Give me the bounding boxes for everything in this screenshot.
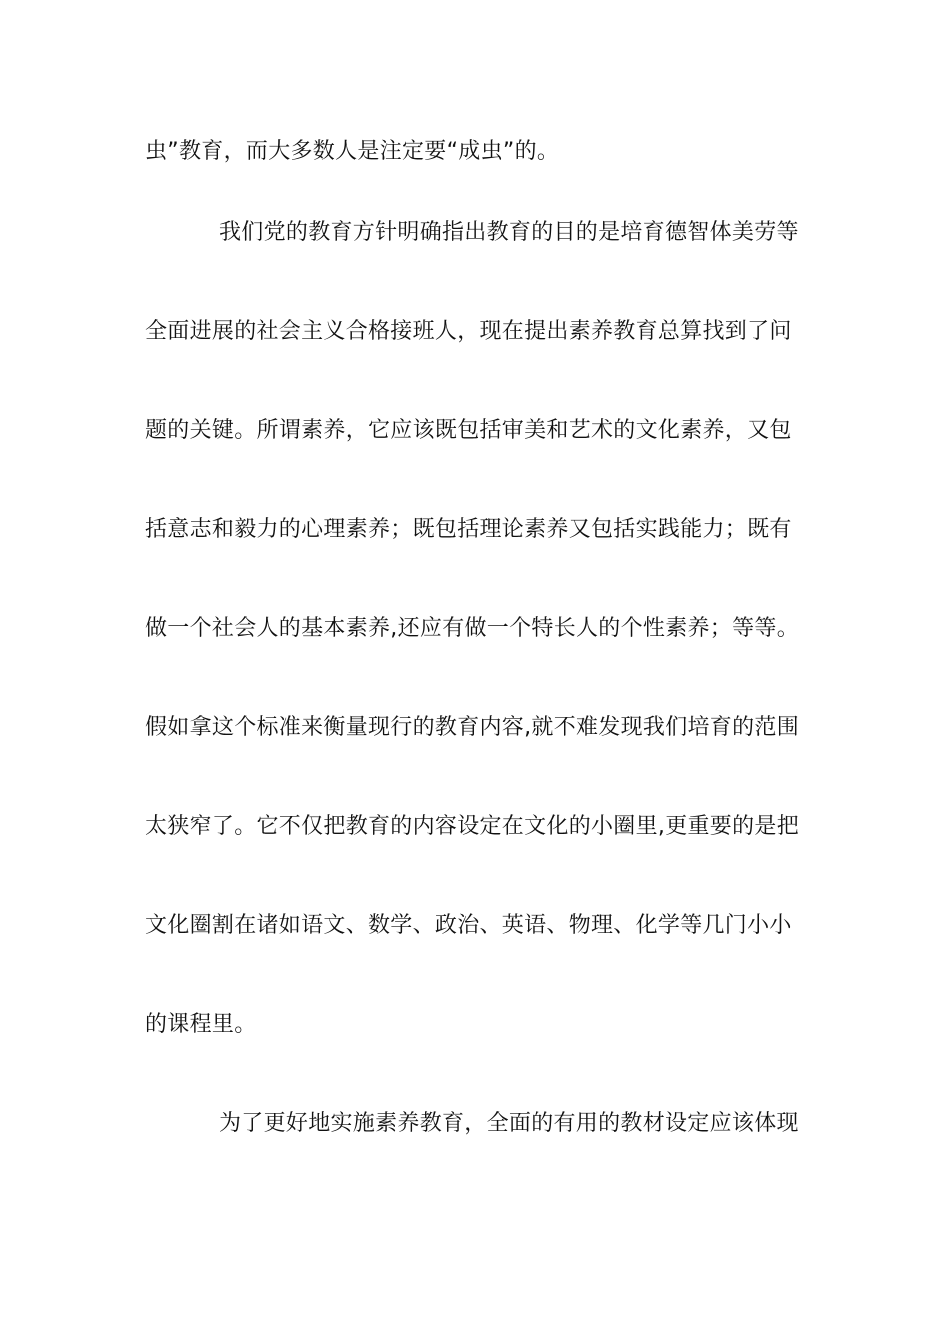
paragraph-line: 假如拿这个标准来衡量现行的教育内容,就不难发现我们培育的范围 [145,715,799,740]
paragraph-line: 为了更好地实施素养教育，全面的有用的教材设定应该体现 [219,1111,799,1136]
paragraph-line: 太狭窄了。它不仅把教育的内容设定在文化的小圈里,更重要的是把 [145,814,799,839]
paragraph-line: 文化圈割在诸如语文、数学、政治、英语、物理、化学等几门小小 [145,913,792,938]
paragraph-line: 括意志和毅力的心理素养；既包括理论素养又包括实践能力；既有 [145,517,792,542]
paragraph-line: 全面进展的社会主义合格接班人，现在提出素养教育总算找到了问 [145,319,792,344]
paragraph-line: 我们党的教育方针明确指出教育的目的是培育德智体美劳等 [219,220,799,245]
paragraph-line: 做一个社会人的基本素养,还应有做一个特长人的个性素养；等等。 [145,616,799,641]
paragraph-line: 虫”教育，而大多数人是注定要“成虫”的。 [145,139,560,164]
paragraph-line: 题的关键。所谓素养，它应该既包括审美和艺术的文化素养，又包 [145,418,792,443]
paragraph-line: 的课程里。 [145,1012,257,1037]
